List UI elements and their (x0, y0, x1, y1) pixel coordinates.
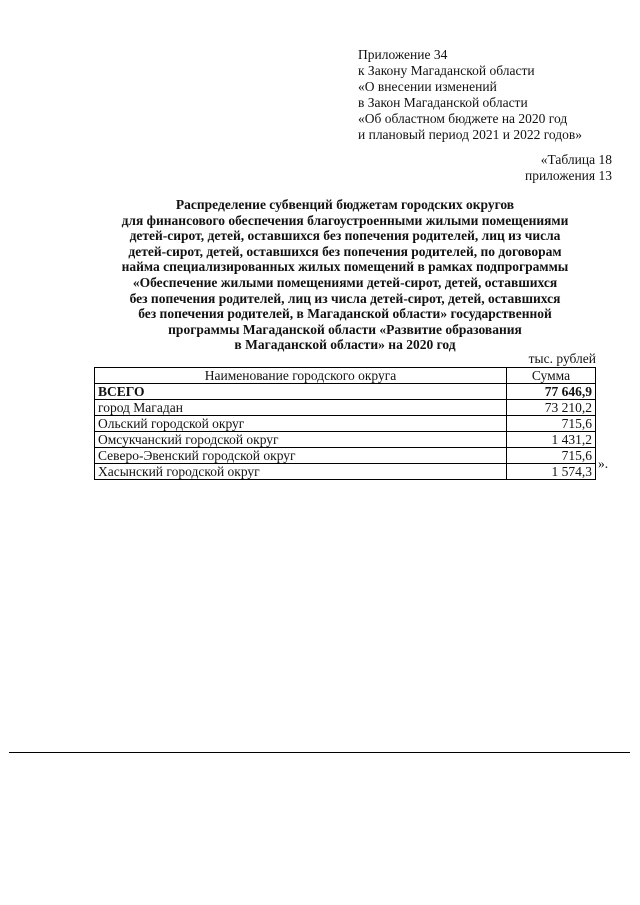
table-header-row (95, 368, 596, 384)
appendix-header-line: Приложение 34 (358, 47, 448, 62)
appendix-header-line: к Закону Магаданской области (358, 63, 535, 78)
title-line: найма специализированных жилых помещений в рамках подпрограммы (121, 259, 569, 275)
title-line: детей-сирот, детей, оставшихся без попечения родителей, лиц из числа (129, 228, 561, 244)
table-reference-line: «Таблица 18 (540, 152, 612, 167)
row-name: Омсукчанский городской округ (95, 432, 507, 448)
title-line: «Обеспечение жилыми помещениями детей-сирот, детей, оставшихся (132, 274, 558, 290)
row-name: Ольский городской округ (95, 416, 507, 432)
row-name: ВСЕГО (95, 384, 507, 400)
row-name: Северо-Эвенский городской округ (95, 448, 507, 464)
row-name: Хасынский городской округ (95, 464, 507, 480)
row-sum: 715,6 (507, 448, 596, 464)
row-sum: 1 431,2 (507, 432, 596, 448)
table-row (95, 464, 596, 480)
title-line: детей-сирот, детей, оставшихся без попечения родителей, по договорам (128, 243, 562, 259)
title-line: без попечения родителей, лиц из числа детей-сирот, детей, оставшихся (129, 290, 561, 306)
table-reference-line: приложения 13 (524, 168, 612, 183)
column-header-sum: Сумма (507, 368, 596, 384)
table-row-total (95, 384, 596, 400)
subsidy-table (94, 367, 596, 480)
appendix-header-line: в Закон Магаданской области (358, 95, 528, 110)
table-reference (525, 152, 612, 184)
row-sum: 715,6 (507, 416, 596, 432)
title-line: Распределение субвенций бюджетам городских округов (175, 197, 515, 212)
appendix-header-line: «Об областном бюджете на 2020 год (358, 111, 568, 126)
row-name: город Магадан (95, 400, 507, 416)
units-label: тыс. рублей (528, 351, 596, 366)
title-line: в Магаданской области» на 2020 год (234, 337, 456, 353)
table-row (95, 400, 596, 416)
document-title (80, 197, 610, 353)
appendix-header-line: «О внесении изменений (358, 79, 497, 94)
closing-quote-mark: ». (598, 456, 609, 471)
row-sum: 73 210,2 (507, 400, 596, 416)
row-sum: 77 646,9 (507, 384, 596, 400)
row-sum: 1 574,3 (507, 464, 596, 480)
title-line: программы Магаданской области «Развитие образования (168, 321, 522, 337)
appendix-header-line: и плановый период 2021 и 2022 годов» (358, 127, 583, 142)
appendix-header (358, 47, 628, 143)
table-row (95, 416, 596, 432)
table-row (95, 432, 596, 448)
title-line: для финансового обеспечения благоустроенными жилыми помещениями (121, 212, 569, 228)
column-header-name: Наименование городского округа (95, 368, 507, 384)
title-line: без попечения родителей, в Магаданской области» государственной (138, 306, 552, 322)
table-row (95, 448, 596, 464)
footer-divider (9, 752, 630, 753)
